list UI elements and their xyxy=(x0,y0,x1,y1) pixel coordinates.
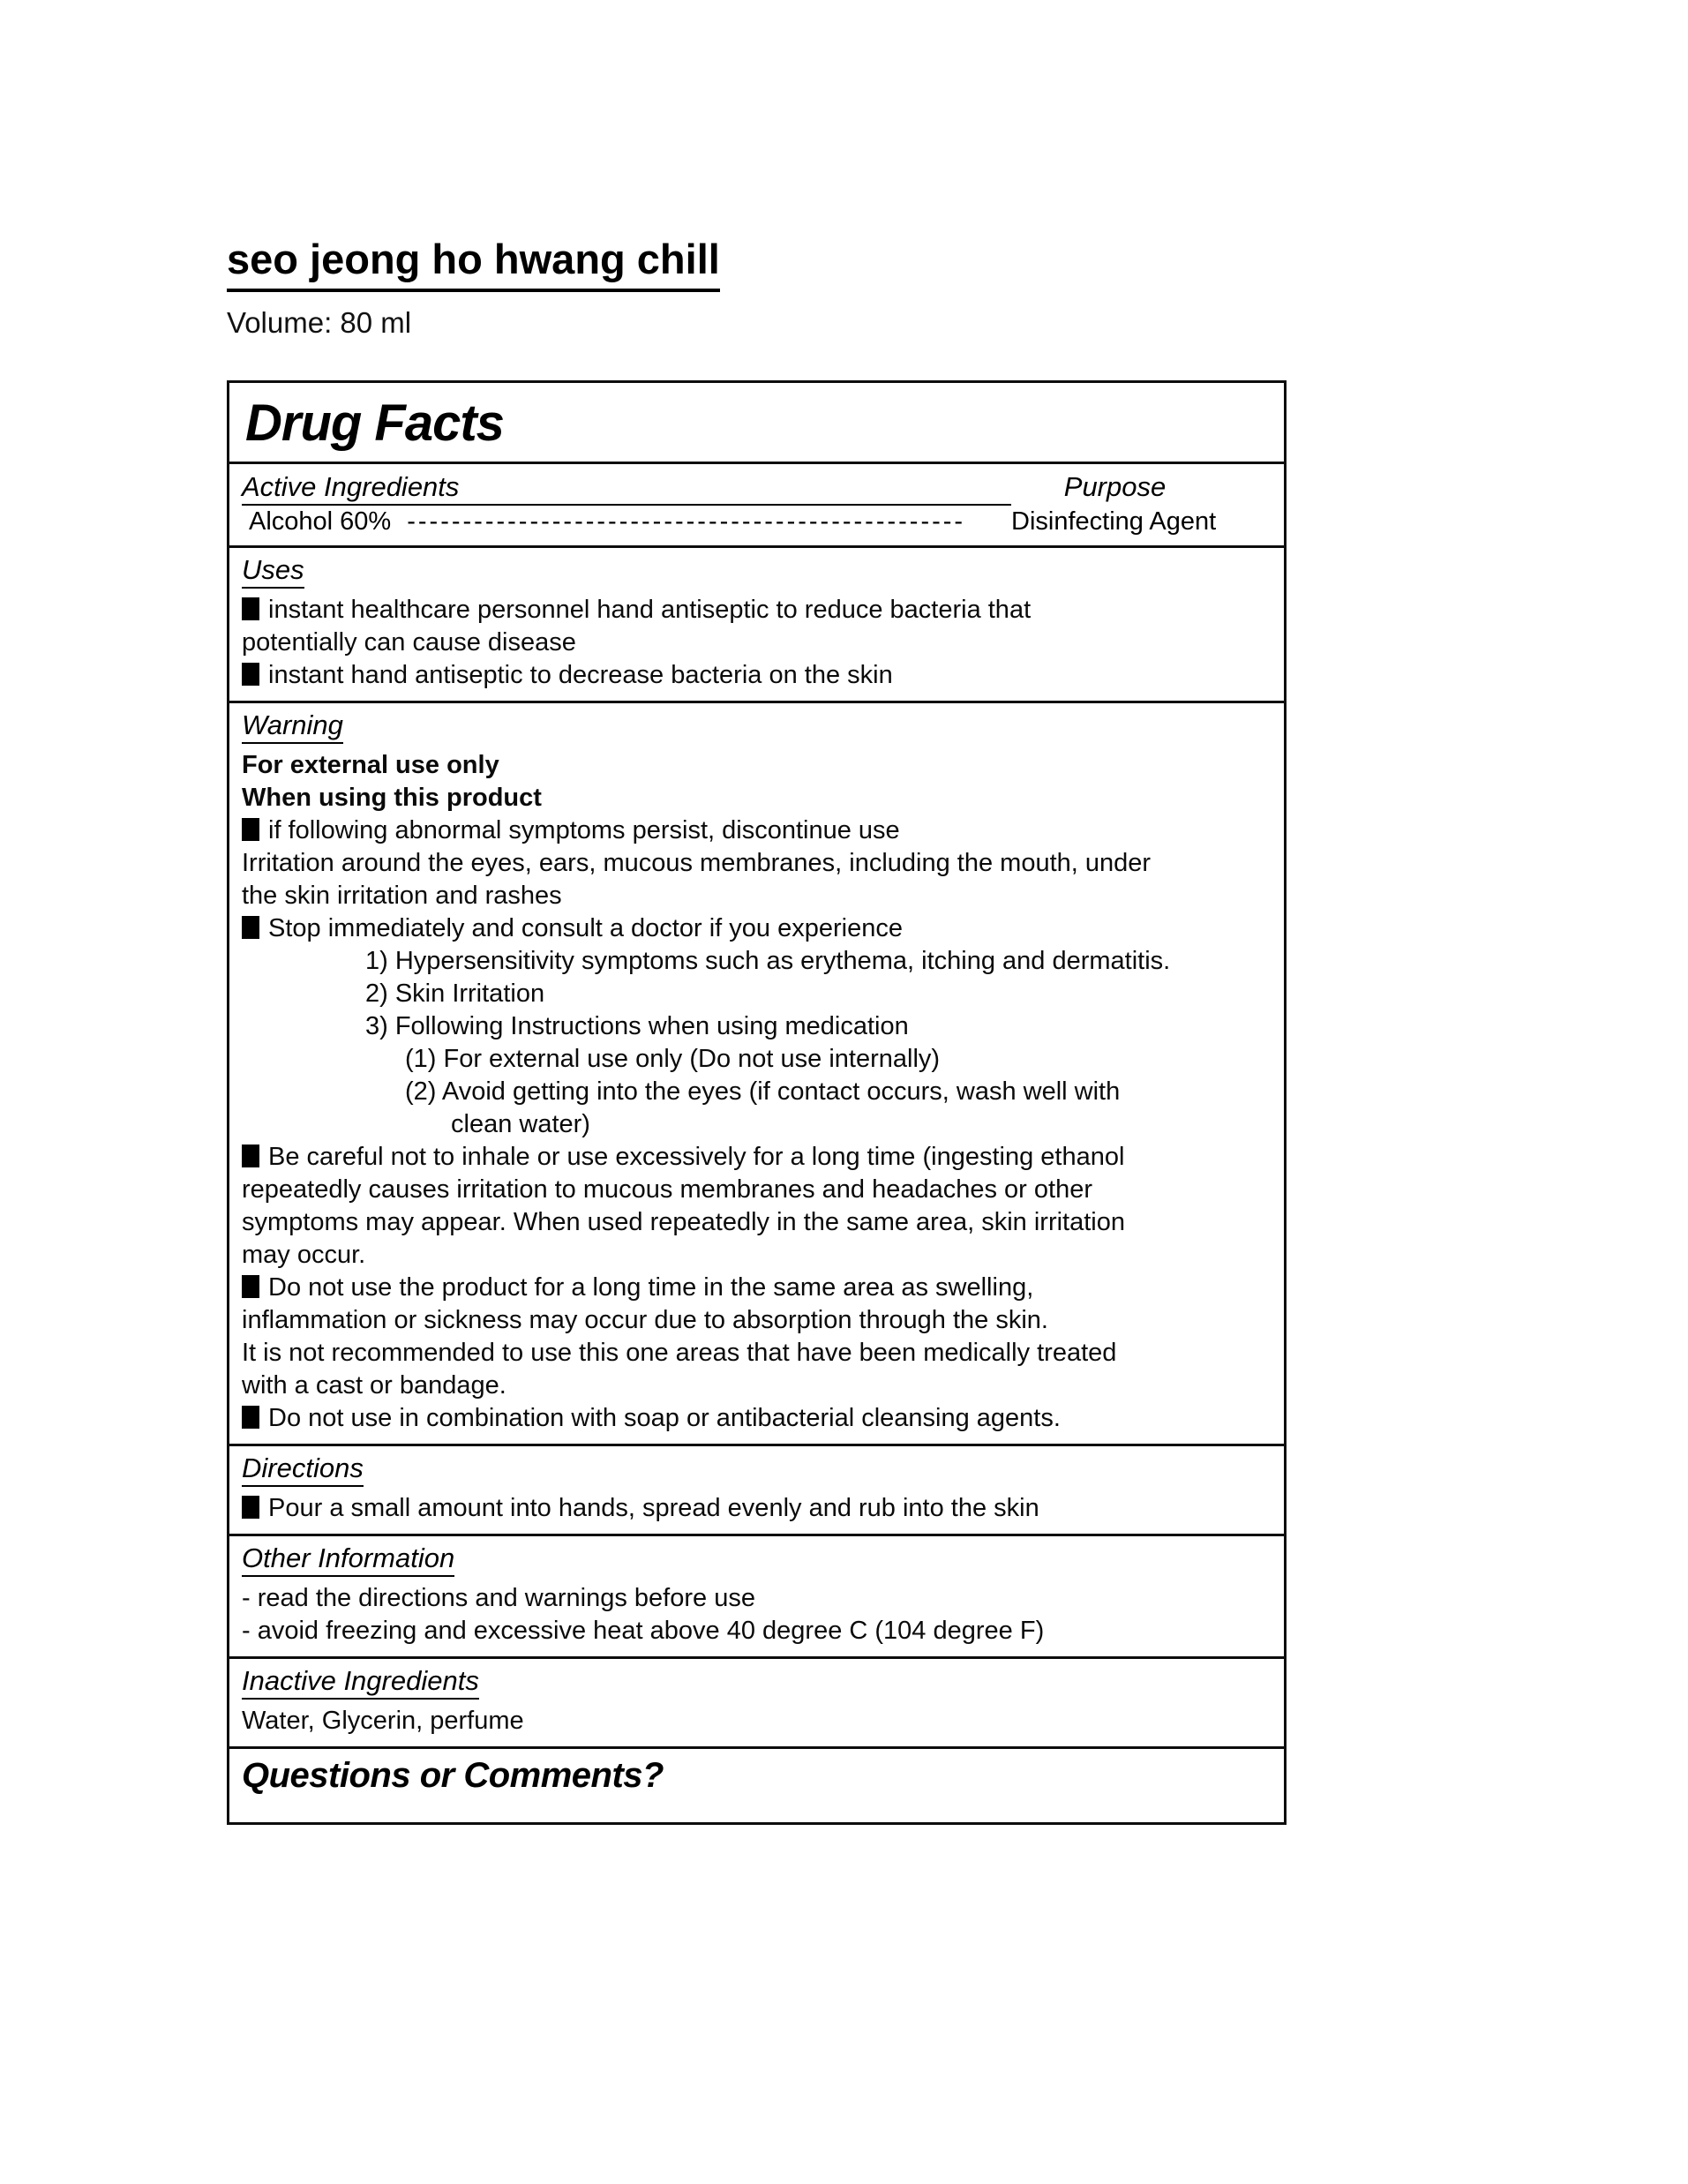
line-text: if following abnormal symptoms persist, discontinue use xyxy=(268,815,900,844)
line-text: - avoid freezing and excessive heat above 40 degree C (104 degree F) xyxy=(242,1616,1045,1645)
line-text: 2) Skin Irritation xyxy=(365,979,545,1008)
warning-section xyxy=(229,701,1284,1444)
line-text: Irritation around the eyes, ears, mucous membranes, including the mouth, under xyxy=(242,848,1152,877)
square-bullet-icon xyxy=(242,1406,259,1429)
document-content xyxy=(227,0,1287,1825)
square-bullet-icon xyxy=(242,1275,259,1298)
page-title xyxy=(227,0,1287,292)
text-line xyxy=(242,1582,1272,1615)
purpose-value: Disinfecting Agent xyxy=(1011,507,1217,536)
text-line xyxy=(242,1108,1272,1141)
line-text: Do not use in combination with soap or antibacterial cleansing agents. xyxy=(268,1403,1061,1432)
questions-section xyxy=(229,1746,1284,1822)
line-text: - read the directions and warnings before use xyxy=(242,1583,755,1612)
line-text: instant healthcare personnel hand antiseptic to reduce bacteria that xyxy=(268,595,1032,624)
line-text: repeatedly causes irritation to mucous membranes and headaches or other xyxy=(242,1175,1092,1204)
warning-label-wrap xyxy=(242,710,1272,744)
text-line xyxy=(242,782,1272,814)
drug-facts-box xyxy=(227,380,1287,1825)
line-text: Pour a small amount into hands, spread evenly and rub into the skin xyxy=(268,1493,1039,1522)
directions-section xyxy=(229,1444,1284,1534)
text-line xyxy=(242,945,1272,978)
inactive-ingredients-lines xyxy=(242,1705,1272,1737)
text-line xyxy=(242,1492,1272,1525)
line-text: It is not recommended to use this one areas that have been medically treated xyxy=(242,1338,1117,1367)
text-line xyxy=(242,1010,1272,1043)
active-ingredients-section xyxy=(229,462,1284,545)
line-text: instant hand antiseptic to decrease bacteria on the skin xyxy=(268,660,893,689)
uses-lines xyxy=(242,594,1272,692)
square-bullet-icon xyxy=(242,1145,259,1167)
text-line xyxy=(242,1370,1272,1402)
text-line xyxy=(242,1304,1272,1337)
line-text: with a cast or bandage. xyxy=(242,1370,506,1400)
text-line xyxy=(242,1239,1272,1272)
text-line xyxy=(242,627,1272,659)
other-information-lines xyxy=(242,1582,1272,1647)
active-ingredients-grid xyxy=(242,469,1272,537)
text-line xyxy=(242,659,1272,692)
text-line xyxy=(242,749,1272,782)
warning-lines xyxy=(242,749,1272,1435)
active-ingredient-name: Alcohol 60% xyxy=(249,507,392,536)
square-bullet-icon xyxy=(242,818,259,841)
text-line xyxy=(242,1206,1272,1239)
other-information-label-wrap xyxy=(242,1543,1272,1577)
other-information-section xyxy=(229,1534,1284,1656)
line-text: clean water) xyxy=(451,1109,590,1138)
line-text: Be careful not to inhale or use excessively for a long time (ingesting ethanol xyxy=(268,1142,1125,1171)
text-line xyxy=(242,1076,1272,1108)
directions-lines xyxy=(242,1492,1272,1525)
other-information-label: Other Information xyxy=(242,1543,454,1577)
questions-label: Questions or Comments? xyxy=(242,1755,664,1795)
text-line xyxy=(242,1174,1272,1206)
warning-label: Warning xyxy=(242,710,343,744)
text-line xyxy=(242,814,1272,847)
text-line xyxy=(242,1272,1272,1304)
purpose-label: Purpose xyxy=(1063,470,1167,502)
text-line xyxy=(242,847,1272,880)
text-line xyxy=(242,1402,1272,1435)
line-text: (2) Avoid getting into the eyes (if contact occurs, wash well with xyxy=(405,1077,1121,1106)
active-ingredients-label: Active Ingredients xyxy=(242,472,1011,506)
text-line xyxy=(242,1337,1272,1370)
product-title: seo jeong ho hwang chill xyxy=(227,236,720,292)
text-line xyxy=(242,978,1272,1010)
line-text: may occur. xyxy=(242,1240,366,1269)
inactive-ingredients-label-wrap xyxy=(242,1666,1272,1700)
drug-facts-title: Drug Facts xyxy=(245,394,504,452)
text-line xyxy=(242,912,1272,945)
active-ingredient-row xyxy=(242,507,1011,537)
square-bullet-icon xyxy=(242,597,259,620)
uses-section xyxy=(229,545,1284,701)
line-text: Stop immediately and consult a doctor if you experience xyxy=(268,913,903,942)
line-text: Do not use the product for a long time in the same area as swelling, xyxy=(268,1272,1034,1302)
inactive-ingredients-section xyxy=(229,1656,1284,1746)
line-text: Water, Glycerin, perfume xyxy=(242,1706,524,1735)
text-line xyxy=(242,1705,1272,1737)
line-text: the skin irritation and rashes xyxy=(242,881,562,910)
volume-line: Volume: 80 ml xyxy=(227,305,412,339)
line-text: When using this product xyxy=(242,783,542,812)
line-text: 1) Hypersensitivity symptoms such as erythema, itching and dermatitis. xyxy=(365,946,1171,975)
text-line xyxy=(242,594,1272,627)
line-text: For external use only xyxy=(242,750,499,779)
uses-label-wrap xyxy=(242,555,1272,589)
line-text: (1) For external use only (Do not use internally) xyxy=(405,1044,941,1073)
uses-label: Uses xyxy=(242,555,304,589)
line-text: 3) Following Instructions when using medication xyxy=(365,1011,909,1040)
directions-label-wrap xyxy=(242,1453,1272,1487)
dash-leader: -------------------------------------------------- xyxy=(407,507,966,536)
line-text: potentially can cause disease xyxy=(242,627,576,657)
line-text: symptoms may appear. When used repeatedly in the same area, skin irritation xyxy=(242,1207,1125,1236)
text-line xyxy=(242,1141,1272,1174)
square-bullet-icon xyxy=(242,663,259,686)
line-text: inflammation or sickness may occur due to absorption through the skin. xyxy=(242,1305,1048,1334)
inactive-ingredients-label: Inactive Ingredients xyxy=(242,1666,479,1700)
text-line xyxy=(242,1615,1272,1647)
text-line xyxy=(242,1043,1272,1076)
text-line xyxy=(242,880,1272,912)
square-bullet-icon xyxy=(242,916,259,939)
square-bullet-icon xyxy=(242,1496,259,1519)
directions-label: Directions xyxy=(242,1453,364,1487)
